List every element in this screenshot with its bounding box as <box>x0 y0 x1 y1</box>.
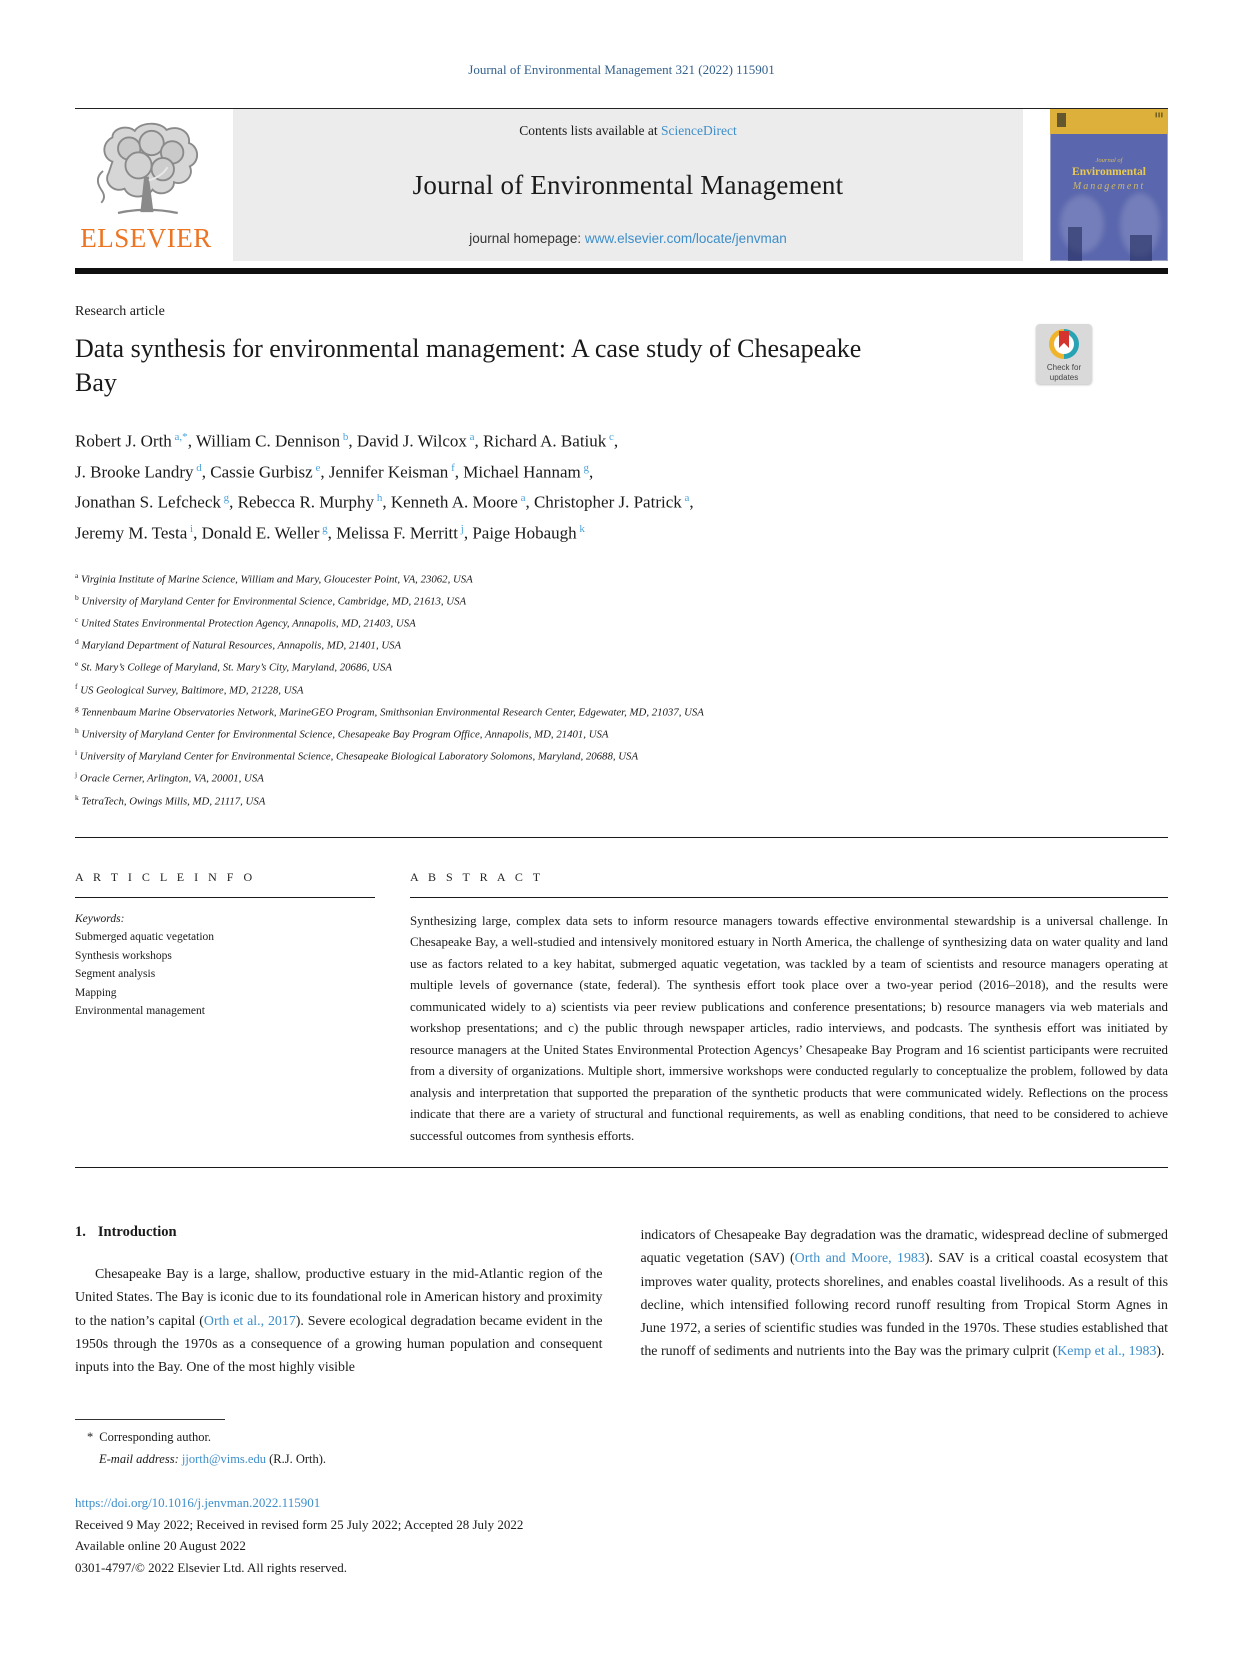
affiliation-row: $^i$ University of Maryland Center for Environmental Science, Chesapeake Biological Laboratory Solomons, Maryland, 20688, USA <box>75 748 639 763</box>
contents-line <box>241 123 1015 139</box>
cover-building-art <box>1130 235 1152 261</box>
elsevier-logo <box>75 109 217 261</box>
author-name: Christopher J. Patrick <box>533 492 682 512</box>
author-affiliation-sup: a,* <box>171 431 188 443</box>
homepage-prefix: journal homepage: <box>469 231 585 246</box>
section-number: 1. <box>75 1224 86 1241</box>
citation-link[interactable]: Kemp et al., 1983 <box>1057 1344 1157 1360</box>
affiliation-row: $^h$ University of Maryland Center for Environmental Science, Chesapeake Bay Program Office, Annapolis, MD, 21401, USA <box>75 725 609 741</box>
keyword-item: Submerged aquatic vegetation <box>75 931 215 944</box>
keywords-block <box>75 910 375 1021</box>
masthead-divider-bar <box>75 268 1168 274</box>
affiliation-row: $^j$ Oracle Cerner, Arlington, VA, 20001, USA <box>75 770 264 785</box>
check-updates-label: Check for updates <box>1046 363 1082 382</box>
affiliation-row: $^e$ St. Mary’s College of Maryland, St. Mary’s City, Maryland, 20686, USA <box>75 659 392 674</box>
cover-title-line1: Journal of <box>1095 157 1123 164</box>
body-text: ). <box>1156 1344 1165 1360</box>
masthead-center-panel <box>233 109 1023 261</box>
author-line: Jonathan S. Lefcheck $^g$, Rebecca R. Murphy $^h$, Kenneth A. Moore $^a$, Christopher J. Patrick $^a$, <box>75 492 694 512</box>
journal-cover-thumbnail[interactable] <box>1050 109 1168 261</box>
affiliation-row: $^b$ University of Maryland Center for Environmental Science, Cambridge, MD, 21613, USA <box>75 592 467 608</box>
cover-mini-logo <box>1057 113 1066 127</box>
heading-underline <box>75 897 375 898</box>
affiliation-row: $^k$ TetraTech, Owings Mills, MD, 21117, USA <box>75 792 266 808</box>
homepage-link[interactable]: www.elsevier.com/locate/jenvman <box>584 231 787 246</box>
intro-left-paragraph <box>75 1263 603 1379</box>
affiliation-row: $^a$ Virginia Institute of Marine Science, William and Mary, Gloucester Point, VA, 23062, USA <box>75 570 473 586</box>
asterisk: * <box>87 1430 94 1445</box>
sciencedirect-link[interactable]: ScienceDirect <box>661 123 737 138</box>
author-affiliation-sup: k <box>576 522 585 535</box>
article-head <box>75 304 1168 811</box>
author-name: Cassie Gurbisz <box>210 462 313 482</box>
article-info-column <box>75 838 375 1148</box>
affiliation-list <box>75 567 1168 811</box>
footnote-divider <box>75 1419 225 1420</box>
author-affiliation-sup: c <box>606 431 614 443</box>
author-list <box>75 424 1168 547</box>
author-affiliation-sup: g <box>580 461 590 474</box>
crossmark-icon <box>1049 329 1079 359</box>
cover-title-line2: Environmental <box>1072 166 1146 178</box>
affiliation-row: $^f$ US Geological Survey, Baltimore, MD, 21228, USA <box>75 681 304 697</box>
article-info-heading: A R T I C L E I N F O <box>75 869 256 884</box>
author-affiliation-sup: e <box>312 461 321 474</box>
contents-prefix: Contents lists available at <box>519 123 661 138</box>
intro-left-column <box>75 1224 603 1379</box>
author-affiliation-sup: j <box>458 522 464 535</box>
copyright-line: 0301-4797/© 2022 Elsevier Ltd. All rights reserved. <box>75 1559 347 1575</box>
running-head-citation: Journal of Environmental Management 321 (2022) 115901 <box>468 62 775 77</box>
intro-right-paragraph <box>641 1224 1169 1363</box>
affiliation-row: $^d$ Maryland Department of Natural Resources, Annapolis, MD, 21401, USA <box>75 637 402 652</box>
cover-title <box>1050 157 1168 192</box>
cover-building-art <box>1068 227 1082 261</box>
author-name: Kenneth A. Moore <box>390 492 518 512</box>
author-name: Rebecca R. Murphy <box>237 492 375 512</box>
footnote-block <box>75 1419 1168 1470</box>
citation-link[interactable]: Orth et al., 2017 <box>203 1313 296 1329</box>
cover-smoke-art <box>1060 195 1104 253</box>
author-name: Jeremy M. Testa <box>75 523 188 543</box>
body-text: ). SAV is a critical coastal ecosystem that improves water quality, protects shorelines, and enables coastal livelihoods. As a result of this decline, which intensified following record runoff resulting from Tropical Storm Agnes in June 1972, a series of scientific studies was funded in the 1970s. These studies established that the runoff of sediments and nutrients into the Bay was the primary culprit ( <box>640 1251 1168 1360</box>
homepage-line <box>241 231 1015 246</box>
corresponding-author-note <box>75 1426 1168 1448</box>
author-name: William C. Dennison <box>195 431 341 451</box>
body-text: Chesapeake Bay is a large, shallow, productive estuary in the mid-Atlantic region of the United States. The Bay is iconic due to its foundational role in American history and proximity to the nation’s capital ( <box>75 1267 603 1329</box>
author-name: J. Brooke Landry <box>75 462 194 482</box>
section-title: Introduction <box>97 1224 177 1241</box>
author-affiliation-sup: g <box>220 492 230 505</box>
elsevier-wordmark: ELSEVIER <box>80 223 212 253</box>
author-line: Jeremy M. Testa $^i$, Donald E. Weller $^g$, Melissa F. Merritt $^j$, Paige Hobaugh $^k$ <box>75 522 585 543</box>
author-line: J. Brooke Landry $^d$, Cassie Gurbisz $^e$, Jennifer Keisman $^f$, Michael Hannam $^g$, <box>75 461 594 482</box>
affiliation-row: $^c$ United States Environmental Protection Agency, Annapolis, MD, 21403, USA <box>75 615 416 630</box>
author-affiliation-sup: h <box>374 492 383 505</box>
author-affiliation-sup: a <box>517 492 526 505</box>
body-text: ). Severe ecological degradation became evident in the 1950s through the 1970s as a consequence of a growing human population and consequent inputs into the Bay. One of the most highly visible <box>75 1313 603 1375</box>
journal-title: Journal of Environmental Management <box>412 169 844 200</box>
author-name: Donald E. Weller <box>201 523 320 543</box>
author-line: Robert J. Orth $^{a,*}$, William C. Dennison $^b$, David J. Wilcox $^a$, Richard A. Batiuk $^c$, <box>75 431 619 451</box>
author-name: David J. Wilcox <box>356 431 467 451</box>
received-dates: Received 9 May 2022; Received in revised form 25 July 2022; Accepted 28 July 2022 <box>75 1516 524 1532</box>
author-affiliation-sup: i <box>187 522 194 535</box>
abstract-column <box>410 838 1168 1148</box>
introduction-section <box>75 1224 1168 1379</box>
email-suffix: (R.J. Orth). <box>269 1452 327 1467</box>
keyword-item: Segment analysis <box>75 968 156 981</box>
email-note <box>75 1448 1168 1470</box>
elsevier-tree-icon <box>90 119 202 223</box>
intro-right-column <box>641 1224 1169 1379</box>
author-affiliation-sup: a <box>681 492 690 505</box>
author-name: Jennifer Keisman <box>328 462 449 482</box>
author-affiliation-sup: d <box>193 461 202 474</box>
author-name: Richard A. Batiuk <box>483 431 607 451</box>
affiliation-row: $^g$ Tennenbaum Marine Observatories Network, MarineGEO Program, Smithsonian Environmental Research Center, Edgewater, MD, 21037, USA <box>75 703 704 719</box>
keyword-item: Mapping <box>75 986 117 999</box>
heading-underline <box>410 897 1168 898</box>
body-text: indicators of Chesapeake Bay degradation was the dramatic, widespread decline of submerged aquatic vegetation (SAV) ( <box>640 1228 1168 1267</box>
author-affiliation-sup: f <box>448 461 455 474</box>
corresponding-text: Corresponding author. <box>99 1430 212 1445</box>
available-online: Available online 20 August 2022 <box>75 1538 246 1554</box>
cover-title-line3: Management <box>1072 181 1146 192</box>
keywords-label: Keywords: <box>75 912 125 925</box>
author-affiliation-sup: a <box>466 431 475 443</box>
author-name: Michael Hannam <box>463 462 581 482</box>
abstract-heading: A B S T R A C T <box>410 869 544 884</box>
keyword-item: Synthesis workshops <box>75 949 172 962</box>
author-affiliation-sup: g <box>319 522 328 535</box>
introduction-heading <box>75 1224 603 1241</box>
email-link[interactable]: jjorth@vims.edu <box>181 1452 266 1467</box>
keywords-list <box>75 928 375 1021</box>
author-name: Jonathan S. Lefcheck <box>75 492 221 512</box>
footer-block <box>75 1492 1168 1578</box>
doi-link[interactable]: https://doi.org/10.1016/j.jenvman.2022.115901 <box>75 1495 321 1511</box>
info-abstract-section <box>75 838 1168 1169</box>
cover-mini-issn: ▌▌▌ <box>1155 112 1164 117</box>
author-affiliation-sup: b <box>340 431 349 443</box>
author-name: Robert J. Orth <box>75 431 172 451</box>
author-name: Paige Hobaugh <box>472 523 577 543</box>
citation-link[interactable]: Orth and Moore, 1983 <box>794 1251 925 1267</box>
author-name: Melissa F. Merritt <box>336 523 458 543</box>
journal-masthead <box>75 108 1168 261</box>
abstract-text: Synthesizing large, complex data sets to inform resource managers towards effective environmental stewardship is a universal challenge. In Chesapeake Bay, a well-studied and intensively monitored estuary in North America, the challenge of synthesizing data on water quality and land use as factors related to a key habitat, submerged aquatic vegetation, was tackled by a team of scientists and resource managers operating at multiple levels of governance (state, federal). The synthesis effort took place over a two-year period (2016–2018), and the results were communicated widely to a) scientists via peer review publications and conference presentations; b) resource managers via web materials and workshop presentations; and c) the public through newspaper articles, radio interviews, and podcasts. The synthesis effort was initiated by resource managers at the United States Environmental Protection Agencys’ Chesapeake Bay Program and 16 scientist participants were recruited from a diversity of organizations. Multiple short, immersive workshops were conducted regularly to conceptualize the problem, followed by data analysis and interpretation that supported the preparation of the synthetic products that were communicated widely. Reflections on the process indicate that there are a variety of structural and functional requirements, as well as enabling conditions, that need to be considered to achieve successful outcomes from synthesis efforts. <box>410 913 1168 1143</box>
check-for-updates-badge[interactable] <box>1036 324 1092 384</box>
article-type-label: Research article <box>75 304 165 319</box>
keyword-item: Environmental management <box>75 1005 205 1018</box>
article-title: Data synthesis for environmental management: A case study of Chesapeake Bay <box>75 334 862 397</box>
cover-top-band <box>1050 109 1168 134</box>
email-label: E-mail address: <box>99 1452 179 1467</box>
